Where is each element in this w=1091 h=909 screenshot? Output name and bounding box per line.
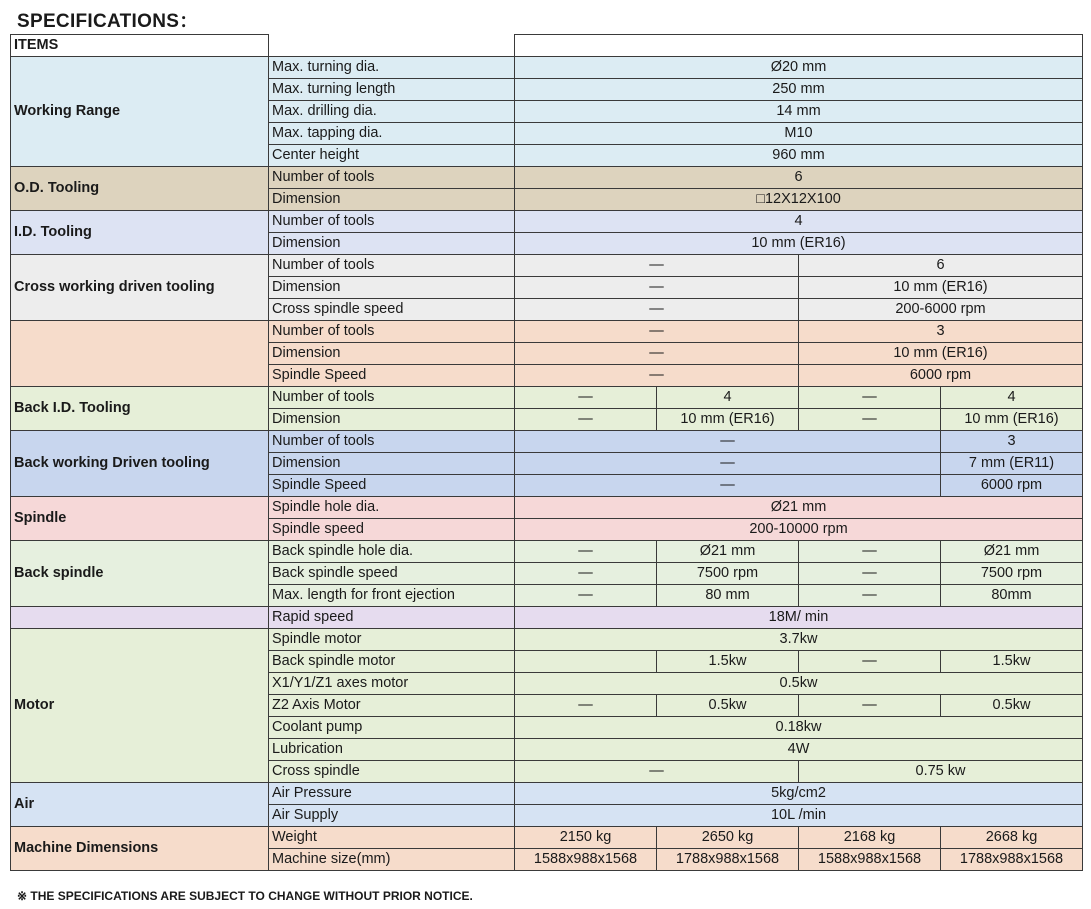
spec-value: 6 (515, 167, 1083, 189)
spec-value: — (515, 563, 657, 585)
spec-value: — (515, 761, 799, 783)
spec-value: 4 (515, 211, 1083, 233)
spec-value: 250 mm (515, 79, 1083, 101)
spec-label: Max. turning dia. (269, 57, 515, 79)
spec-value: — (515, 277, 799, 299)
spec-value: 7500 rpm (941, 563, 1083, 585)
spec-label: Rapid speed (269, 607, 515, 629)
group-spindle: Spindle (11, 497, 269, 541)
spec-value: M10 (515, 123, 1083, 145)
spec-value: 1588x988x1568 (515, 849, 657, 871)
spec-value: 2150 kg (515, 827, 657, 849)
table-row (11, 167, 1083, 189)
spec-label: Spindle Speed (269, 475, 515, 497)
spec-value: 10 mm (ER16) (799, 277, 1083, 299)
spec-value: — (515, 695, 657, 717)
table-row (11, 321, 1083, 343)
group-od-tooling: O.D. Tooling (11, 167, 269, 211)
spec-label: Dimension (269, 343, 515, 365)
spec-label: Number of tools (269, 321, 515, 343)
group-motor: Motor (11, 629, 269, 783)
spec-value: 0.18kw (515, 717, 1083, 739)
header-blank (515, 35, 1083, 57)
spec-value: 7500 rpm (657, 563, 799, 585)
spec-label: Z2 Axis Motor (269, 695, 515, 717)
spec-value: — (799, 409, 941, 431)
spec-value: 3 (799, 321, 1083, 343)
header-blank (269, 35, 515, 57)
spec-value: 2168 kg (799, 827, 941, 849)
table-row (11, 827, 1083, 849)
spec-value: 0.5kw (515, 673, 1083, 695)
spec-value: 6000 rpm (799, 365, 1083, 387)
spec-label: Number of tools (269, 211, 515, 233)
spec-label: Spindle speed (269, 519, 515, 541)
spec-value: Ø21 mm (515, 497, 1083, 519)
spec-value: 80 mm (657, 585, 799, 607)
spec-value: 0.5kw (941, 695, 1083, 717)
group-air: Air (11, 783, 269, 827)
table-row (11, 783, 1083, 805)
page-title: SPECIFICATIONS： (17, 11, 199, 32)
spec-value: 2668 kg (941, 827, 1083, 849)
spec-value: 3.7kw (515, 629, 1083, 651)
spec-label: Lubrication (269, 739, 515, 761)
spec-value: — (515, 387, 657, 409)
items-header: ITEMS (11, 35, 269, 57)
spec-value: Ø21 mm (941, 541, 1083, 563)
spec-label: Number of tools (269, 431, 515, 453)
group-cross-working: Cross working driven tooling (11, 255, 269, 321)
table-row (11, 387, 1083, 409)
spec-value: 2650 kg (657, 827, 799, 849)
spec-value: — (515, 475, 941, 497)
group-back-spindle: Back spindle (11, 541, 269, 607)
spec-value: — (799, 563, 941, 585)
table-row (11, 57, 1083, 79)
spec-label: Max. drilling dia. (269, 101, 515, 123)
spec-label: Dimension (269, 453, 515, 475)
spec-label: Air Pressure (269, 783, 515, 805)
spec-label: Cross spindle (269, 761, 515, 783)
spec-value: 10L /min (515, 805, 1083, 827)
group-working-range: Working Range (11, 57, 269, 167)
spec-label: Max. length for front ejection (269, 585, 515, 607)
spec-label: Cross spindle speed (269, 299, 515, 321)
spec-value: — (799, 541, 941, 563)
footnote-notice: ※ THE SPECIFICATIONS ARE SUBJECT TO CHANGE WITHOUT PRIOR NOTICE. (17, 889, 473, 903)
group-rapid (11, 607, 269, 629)
spec-value: 1.5kw (941, 651, 1083, 673)
spec-value: — (799, 695, 941, 717)
table-row (11, 497, 1083, 519)
spec-label: Spindle motor (269, 629, 515, 651)
spec-value: 4W (515, 739, 1083, 761)
spec-value: — (799, 387, 941, 409)
spec-value: 0.5kw (657, 695, 799, 717)
spec-label: Machine size(mm) (269, 849, 515, 871)
spec-label: Number of tools (269, 255, 515, 277)
spec-value (515, 651, 657, 673)
spec-value: — (515, 541, 657, 563)
spec-value: — (515, 453, 941, 475)
spec-label: Coolant pump (269, 717, 515, 739)
spec-label: Number of tools (269, 387, 515, 409)
spec-value: 4 (657, 387, 799, 409)
spec-value: □12X12X100 (515, 189, 1083, 211)
spec-label: Dimension (269, 189, 515, 211)
spec-label: Dimension (269, 409, 515, 431)
spec-value: — (515, 431, 941, 453)
spec-value: Ø20 mm (515, 57, 1083, 79)
spec-value: 10 mm (ER16) (941, 409, 1083, 431)
table-row (11, 255, 1083, 277)
spec-value: 0.75 kw (799, 761, 1083, 783)
spec-value: — (515, 343, 799, 365)
spec-value: 14 mm (515, 101, 1083, 123)
spec-value: — (515, 299, 799, 321)
spec-label: Back spindle motor (269, 651, 515, 673)
spec-label: Center height (269, 145, 515, 167)
spec-value: 200-6000 rpm (799, 299, 1083, 321)
table-row (11, 629, 1083, 651)
spec-value: 10 mm (ER16) (515, 233, 1083, 255)
spec-value: — (515, 255, 799, 277)
spec-value: — (515, 321, 799, 343)
spec-label: Back spindle speed (269, 563, 515, 585)
spec-value: 7 mm (ER11) (941, 453, 1083, 475)
spec-value: — (515, 585, 657, 607)
spec-label: Spindle Speed (269, 365, 515, 387)
spec-value: 1.5kw (657, 651, 799, 673)
group-back-id-tooling: Back I.D. Tooling (11, 387, 269, 431)
spec-value: 10 mm (ER16) (657, 409, 799, 431)
spec-label: Number of tools (269, 167, 515, 189)
spec-value: 200-10000 rpm (515, 519, 1083, 541)
table-row (11, 211, 1083, 233)
spec-value: Ø21 mm (657, 541, 799, 563)
spec-value: — (515, 365, 799, 387)
spec-label: X1/Y1/Z1 axes motor (269, 673, 515, 695)
spec-value: 10 mm (ER16) (799, 343, 1083, 365)
spec-value: 1588x988x1568 (799, 849, 941, 871)
group-machine-dimensions: Machine Dimensions (11, 827, 269, 871)
spec-label: Spindle hole dia. (269, 497, 515, 519)
spec-value: — (799, 651, 941, 673)
spec-value: 6000 rpm (941, 475, 1083, 497)
spec-label: Max. turning length (269, 79, 515, 101)
group-back-working-driven: Back working Driven tooling (11, 431, 269, 497)
spec-value: 1788x988x1568 (657, 849, 799, 871)
spec-value: — (799, 585, 941, 607)
spec-value: 18M/ min (515, 607, 1083, 629)
table-row (11, 541, 1083, 563)
group-unlabeled (11, 321, 269, 387)
spec-value: 4 (941, 387, 1083, 409)
spec-value: 960 mm (515, 145, 1083, 167)
spec-label: Air Supply (269, 805, 515, 827)
spec-label: Dimension (269, 233, 515, 255)
spec-label: Max. tapping dia. (269, 123, 515, 145)
spec-label: Back spindle hole dia. (269, 541, 515, 563)
spec-value: 80mm (941, 585, 1083, 607)
spec-label: Weight (269, 827, 515, 849)
spec-value: 3 (941, 431, 1083, 453)
group-id-tooling: I.D. Tooling (11, 211, 269, 255)
table-header-row (11, 35, 1083, 57)
spec-value: — (515, 409, 657, 431)
table-row (11, 431, 1083, 453)
spec-value: 5kg/cm2 (515, 783, 1083, 805)
table-row (11, 607, 1083, 629)
specifications-table (10, 34, 1083, 871)
spec-value: 1788x988x1568 (941, 849, 1083, 871)
spec-label: Dimension (269, 277, 515, 299)
spec-value: 6 (799, 255, 1083, 277)
